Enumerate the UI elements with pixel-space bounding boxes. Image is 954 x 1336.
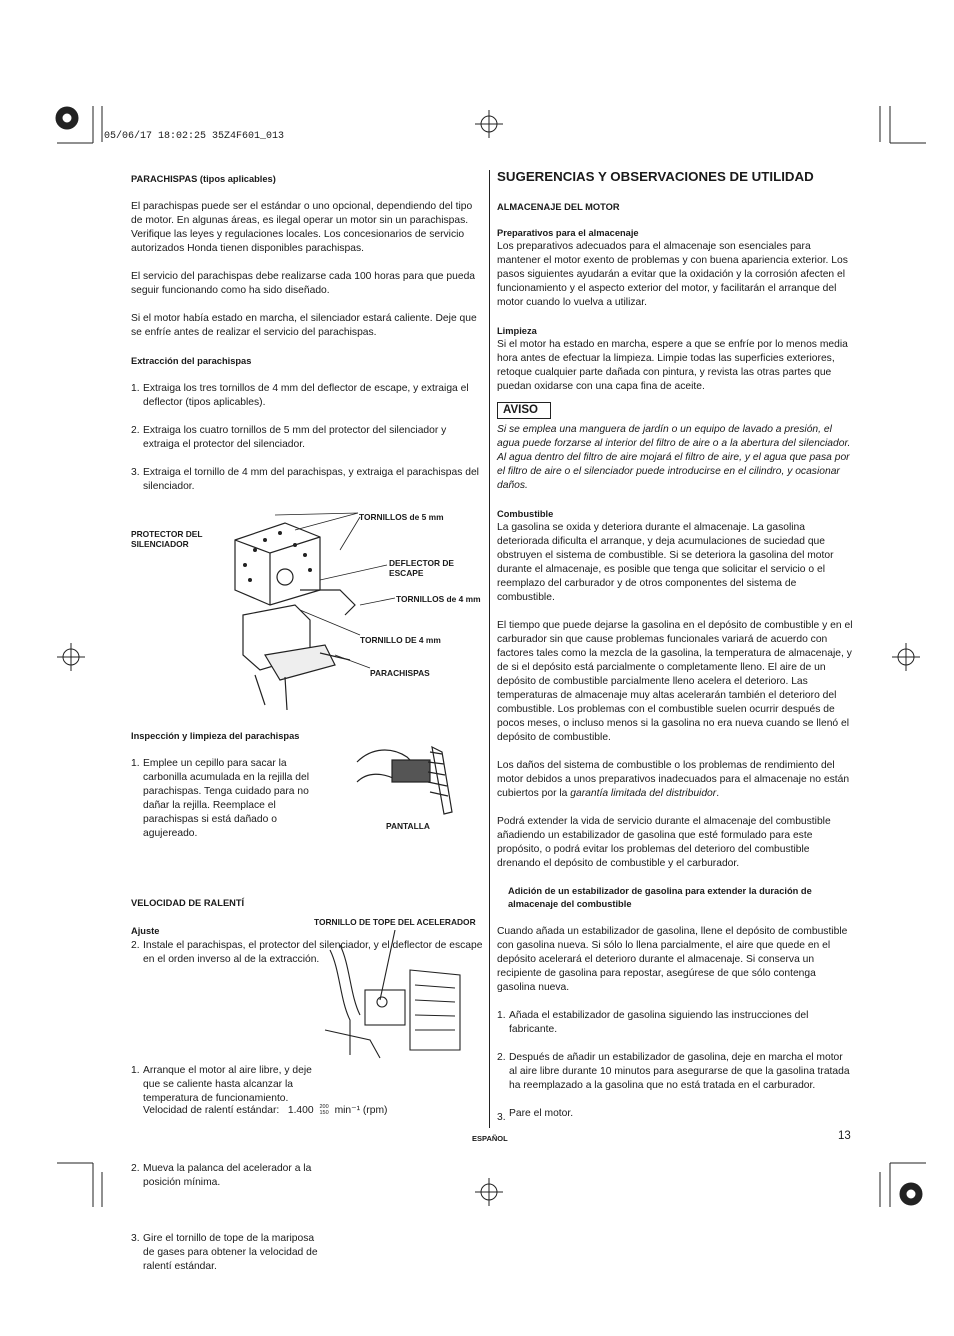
paragraph: Si el motor ha estado en marcha, espere a que se enfríe por lo menos media hora antes de efectuar la limpieza. Limpie todas las superficies exteriores, retoque cualquier parte dañada con pintura, y revista las otras partes que puedan oxidarse con una capa fina de aceite.	[497, 339, 848, 392]
subsection-title: Ajuste	[131, 926, 160, 936]
list-item: 2. Mueva la palanca del acelerador a la posición mínima.	[131, 1163, 312, 1188]
registration-mark-top	[475, 110, 503, 138]
list-item: 1. Añada el estabilizador de gasolina siguiendo las instrucciones del fabricante.	[497, 1010, 809, 1035]
page-number: 13	[838, 1130, 851, 1142]
registration-mark-right	[892, 643, 920, 671]
throttle-stop-screw-illustration	[320, 930, 470, 1060]
figure-label: PANTALLA	[386, 821, 430, 831]
subsection-title: Extracción del parachispas	[131, 356, 252, 366]
page-heading: SUGERENCIAS Y OBSERVACIONES DE UTILIDAD	[497, 169, 814, 184]
figure-label: PARACHISPAS	[370, 668, 430, 678]
paragraph: Los preparativos adecuados para el almacenaje son esenciales para mantener el motor exento de problemas y con buena apariencia exterior. Los pasos siguientes ayudarán a evitar que la oxidación y la corrosión afecten el funcionamiento y el aspecto exterior del motor, y facilitarán el arranque del motor cuando lo vuelva a utilizar.	[497, 241, 848, 308]
list-item: 1. Arranque el motor al aire libre, y deje que se caliente hasta alcanzar la temperatura de funcionamiento.	[131, 1065, 312, 1104]
subsection-title: Limpieza	[497, 326, 537, 336]
figure-label: DEFLECTOR DE ESCAPE	[389, 558, 454, 578]
registration-mark-bottom	[475, 1178, 503, 1206]
left-column	[131, 172, 481, 494]
paragraph: Podrá extender la vida de servicio durante el almacenaje del combustible añadiendo un estabilizador de gasolina que esté formulado para este propósito, o podrá evitar los problemas del deterioro del combustible drenando el depósito de combustible y el carburador.	[497, 816, 831, 869]
paragraph: El parachispas puede ser el estándar o uno opcional, dependiendo del tipo de motor. En algunas áreas, es ilegal operar un motor sin un parachispas. Verifique las leyes y regulaciones locales. Los concesionarios de servicio autorizados Honda tienen disponibles parachispas.	[131, 201, 473, 254]
figure-label: PROTECTOR DEL SILENCIADOR	[131, 529, 203, 549]
starburst-mark-top-left	[56, 107, 78, 129]
paragraph: Si el motor había estado en marcha, el silenciador estará caliente. Deje que se enfríe antes de realizar el servicio del parachispas.	[131, 313, 477, 338]
starburst-mark-bottom-right	[900, 1183, 922, 1205]
right-column	[497, 168, 853, 1121]
subsection-title: Adición de un estabilizador de gasolina para extender la duración de almacenaje del combustible	[508, 886, 812, 909]
section-title: VELOCIDAD DE RALENTÍ	[131, 898, 245, 908]
notice-badge: AVISO	[497, 402, 551, 419]
paragraph: La gasolina se oxida y deteriora durante el almacenaje. La gasolina deteriorada dificulta el arranque, y deja acumulaciones de suciedad que obstruyen el sistema de combustible. Si se deteriora la gasolina del motor durante el almacenaje, es posible que tenga que solicitar el servicio o el reemplazo del carburador y de otros componentes del sistema de combustible.	[497, 522, 834, 603]
list-item: 2. Instale el parachispas, el protector del silenciador, y el deflector de escape en el orden inverso al de la extracción.	[131, 940, 483, 965]
list-item: 3. Extraiga el tornillo de 4 mm del parachispas, y extraiga el parachispas del silenciador.	[131, 467, 479, 492]
list-item: 1. Emplee un cepillo para sacar la carbonilla acumulada en la rejilla del parachispas. Tenga cuidado para no dañar la rejilla. Reemplace el parachispas si está dañado o agujereado.	[131, 758, 309, 839]
idle-speed-spec: Velocidad de ralentí estándar: 1.400 200 150 min⁻¹ (rpm)	[143, 1104, 388, 1117]
brush-cleaning-illustration	[352, 742, 462, 817]
list-item: 3. Pare el motor.	[497, 1108, 574, 1123]
footer-language: ESPAÑOL	[472, 1134, 508, 1143]
figure-label: TORNILLOS de 4 mm	[396, 594, 481, 604]
list-item: 3. Gire el tornillo de tope de la mariposa de gases para obtener la velocidad de ralentí estándar.	[131, 1233, 318, 1272]
list-item: 2. Extraiga los cuatro tornillos de 5 mm del protector del silenciador y extraiga el protector del silenciador.	[131, 425, 447, 450]
column-divider	[489, 170, 490, 1128]
section-title: PARACHISPAS (tipos aplicables)	[131, 174, 276, 184]
paragraph: Los daños del sistema de combustible o los problemas de rendimiento del motor debidos a unos preparativos inadecuados para el almacenaje no están cubiertos por la garantía limitada del distribuidor.	[497, 760, 850, 799]
callout-lines	[180, 505, 400, 685]
list-item: 2. Después de añadir un estabilizador de gasolina, deje en marcha el motor al aire libre durante 10 minutos para asegurarse de que la gasolina tratada ha reemplazado a la gasolina que no está tratada en el carburador.	[497, 1052, 850, 1091]
notice-text: Si se emplea una manguera de jardín o un equipo de lavado a presión, el agua puede forzarse al interior del filtro de aire o a la abertura del silenciador. Al agua dentro del filtro de aire mojará el filtro de aire, y el agua que pasa por el filtro de aire o el silenciador puede introducirse en el cilindro, y ocasionar daños.	[497, 424, 851, 491]
list-item: 1. Extraiga los tres tornillos de 4 mm del deflector de escape, y extraiga el deflector (tipos aplicables).	[131, 383, 469, 408]
figure-label: TORNILLO DE TOPE DEL ACELERADOR	[314, 917, 476, 927]
registration-mark-left	[57, 643, 85, 671]
tolerance: 200 150	[319, 1104, 329, 1117]
paragraph: El servicio del parachispas debe realizarse cada 100 horas para que pueda seguir funcionando como ha sido diseñado.	[131, 271, 476, 296]
print-stamp: 05/06/17 18:02:25 35Z4F601_013	[104, 131, 285, 142]
subsection-title: Preparativos para el almacenaje	[497, 228, 639, 238]
figure-label: TORNILLOS de 5 mm	[359, 512, 444, 522]
figure-label: TORNILLO DE 4 mm	[360, 635, 441, 645]
paragraph: Cuando añada un estabilizador de gasolina, llene el depósito de combustible con gasolina nueva. Si sólo lo llena parcialmente, el aire que quede en el depósito acelerará el deterioro durante el almacenaje. Si conserva un recipiente de gasolina para repostar, asegúrese de que sólo contenga gasolina nueva.	[497, 926, 848, 993]
subsection-title: Inspección y limpieza del parachispas	[131, 731, 300, 741]
paragraph: El tiempo que puede dejarse la gasolina en el depósito de combustible y en el carburador sin que cause problemas funcionales variará de acuerdo con factores tales como la mezcla de la gasolina, la temperatura de almacenaje, y de si el depósito está parcialmente o completamente lleno. El aire de un depósito de combustible parcialmente lleno acelera el deterioro. Las temperaturas de almacenaje muy altas acelerarán también el deterioro del combustible. Los problemas con el combustible suelen ocurrir después de pocos meses, o incluso menos si la gasolina no era nueva cuando se llenó el depósito de combustible.	[497, 620, 853, 743]
section-title: ALMACENAJE DEL MOTOR	[497, 202, 620, 212]
subsection-title: Combustible	[497, 509, 554, 519]
